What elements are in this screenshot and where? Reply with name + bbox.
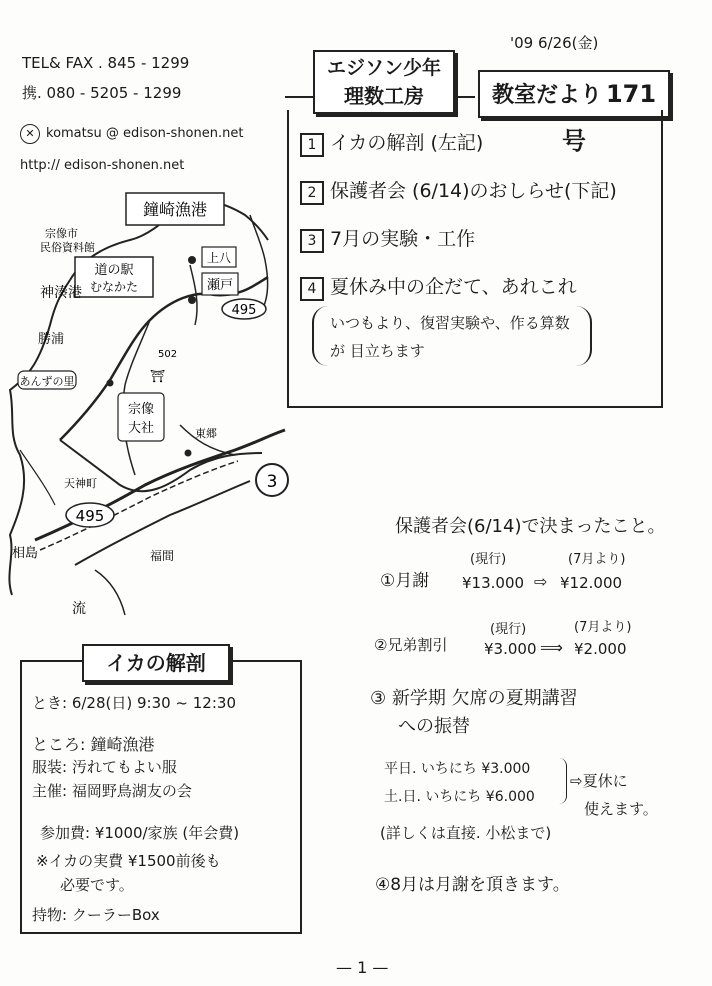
route-502-label: 502 — [158, 349, 178, 360]
tenjin-label: 天神町 — [64, 477, 97, 490]
sibling-discount-label: ②兄弟割引 — [374, 636, 448, 654]
email-line — [20, 124, 243, 144]
toc-note-line1: いつもより、復習実験や、作る算数 — [330, 314, 570, 332]
school-name-box — [313, 50, 455, 114]
toc-number: 4 — [300, 277, 324, 301]
arrow-icon: ⟹ — [540, 638, 563, 657]
monthly-fee-current: ¥13.000 — [462, 574, 525, 592]
mail-icon: ✕ — [20, 124, 40, 144]
sibling-discount-current: ¥3.000 — [484, 640, 537, 658]
summer-note-2: 使えます。 — [584, 800, 658, 818]
makeup-line2: への振替 — [398, 716, 470, 737]
weekend-price: 土.日. いちにち ¥6.000 — [384, 789, 535, 805]
arrow-icon: ⇨ — [534, 572, 548, 591]
katsuura-label: 勝浦 — [38, 332, 65, 347]
meeting-title: 保護者会(6/14)で決まったこと。 — [395, 516, 666, 537]
issue-date: '09 6/26(金) — [510, 34, 599, 52]
monthly-fee-july: ¥12.000 — [560, 574, 623, 592]
tel-fax: TEL& FAX . 845 - 1299 — [22, 54, 190, 72]
route-3-label: 3 — [266, 472, 278, 492]
fukuma-label: 福間 — [150, 549, 175, 563]
august-fee-note: ④8月は月謝を頂きます。 — [375, 875, 570, 895]
road — [95, 570, 125, 615]
squid-event-title: イカの解剖 — [82, 644, 230, 682]
museum-label-2: 民俗資料館 — [40, 241, 95, 254]
event-bring: 持物: クーラーBox — [32, 906, 160, 924]
discount-july-head: (7月より) — [574, 620, 632, 635]
issue-number: 171号 — [562, 80, 657, 155]
map-marker — [188, 296, 196, 304]
bracket — [558, 758, 567, 804]
connector-line — [285, 96, 313, 98]
email-address[interactable]: komatsu @ edison-shonen.net — [46, 126, 244, 141]
weekday-price: 平日. いちにち ¥3.000 — [384, 761, 531, 777]
school-name-line2: 理数工房 — [344, 84, 424, 108]
connector-line — [453, 96, 475, 98]
fee-july-head: (7月より) — [568, 552, 626, 567]
school-name-line1: エジソン少年 — [326, 57, 441, 79]
fee-current-head: (現行) — [470, 552, 507, 567]
seto-label: 瀬戸 — [206, 278, 234, 293]
monthly-fee-label: ①月謝 — [380, 571, 430, 591]
area-map — [0, 185, 300, 630]
torii-icon: ⛩ — [150, 369, 166, 383]
event-fee: 参加費: ¥1000/家族 (年会費) — [40, 824, 240, 842]
event-host: 主催: 福岡野鳥湖友の会 — [32, 782, 192, 800]
toc-text: 保護者会 (6/14)のおしらせ(下記) — [330, 180, 617, 202]
ueha-label: 上八 — [206, 251, 232, 265]
event-fee-note-1: ※イカの実費 ¥1500前後も — [36, 852, 221, 870]
shrine-label-1: 宗像 — [127, 402, 155, 417]
shrine-label-2: 大社 — [127, 421, 155, 436]
toc-number: 2 — [300, 181, 324, 205]
togo-label: 東郷 — [195, 427, 217, 440]
toc-text: 夏休み中の企だて、あれこれ — [330, 276, 577, 298]
ainoshima-label: 相島 — [12, 546, 39, 561]
konominato-label: 神湊港 — [40, 285, 82, 301]
event-time: とき: 6/28(日) 9:30 ~ 12:30 — [32, 694, 236, 712]
toc-item[interactable] — [300, 224, 475, 253]
railway — [40, 461, 238, 550]
summer-note-1: ⇨夏休に — [570, 772, 628, 790]
map-marker — [107, 380, 114, 387]
page-number: — 1 — — [336, 958, 389, 977]
discount-current-head: (現行) — [490, 622, 527, 637]
roadside-label-1: 道の駅 — [94, 263, 134, 278]
route-495-label-b: 495 — [75, 507, 105, 525]
toc-note-line2: が 目立ちます — [330, 342, 425, 360]
detail-note: (詳しくは直接. 小松まで) — [380, 824, 552, 842]
museum-label-1: 宗像市 — [45, 227, 78, 240]
toc-number: 1 — [300, 133, 324, 157]
nagare-label: 流 — [72, 601, 86, 617]
makeup-line1: ③ 新学期 欠席の夏期講習 — [370, 688, 578, 709]
sibling-discount-july: ¥2.000 — [574, 640, 627, 658]
roadside-label-2: むなかた — [89, 280, 139, 294]
toc-number: 3 — [300, 229, 324, 253]
toc-text: 7月の実験・工作 — [330, 228, 476, 250]
website-url[interactable]: http:// edison-shonen.net — [20, 158, 185, 173]
toc-item[interactable] — [300, 128, 483, 157]
river — [20, 450, 55, 505]
event-clothes: 服装: 汚れてもよい服 — [32, 758, 177, 776]
toc-item[interactable] — [300, 272, 577, 301]
map-marker — [185, 450, 192, 457]
toc-text: イカの解剖 (左記) — [330, 132, 484, 154]
map-marker — [188, 256, 196, 264]
route-495-label: 495 — [231, 303, 257, 318]
event-place: ところ: 鐘崎漁港 — [32, 735, 155, 754]
anzunosato-label: あんずの里 — [19, 375, 75, 388]
toc-item[interactable] — [300, 176, 617, 205]
mobile-number: 携. 080 - 5205 - 1299 — [22, 84, 182, 102]
newsletter-title: 教室だより — [491, 83, 602, 108]
event-fee-note-2: 必要です。 — [60, 876, 134, 894]
port-label: 鐘崎漁港 — [142, 200, 208, 219]
